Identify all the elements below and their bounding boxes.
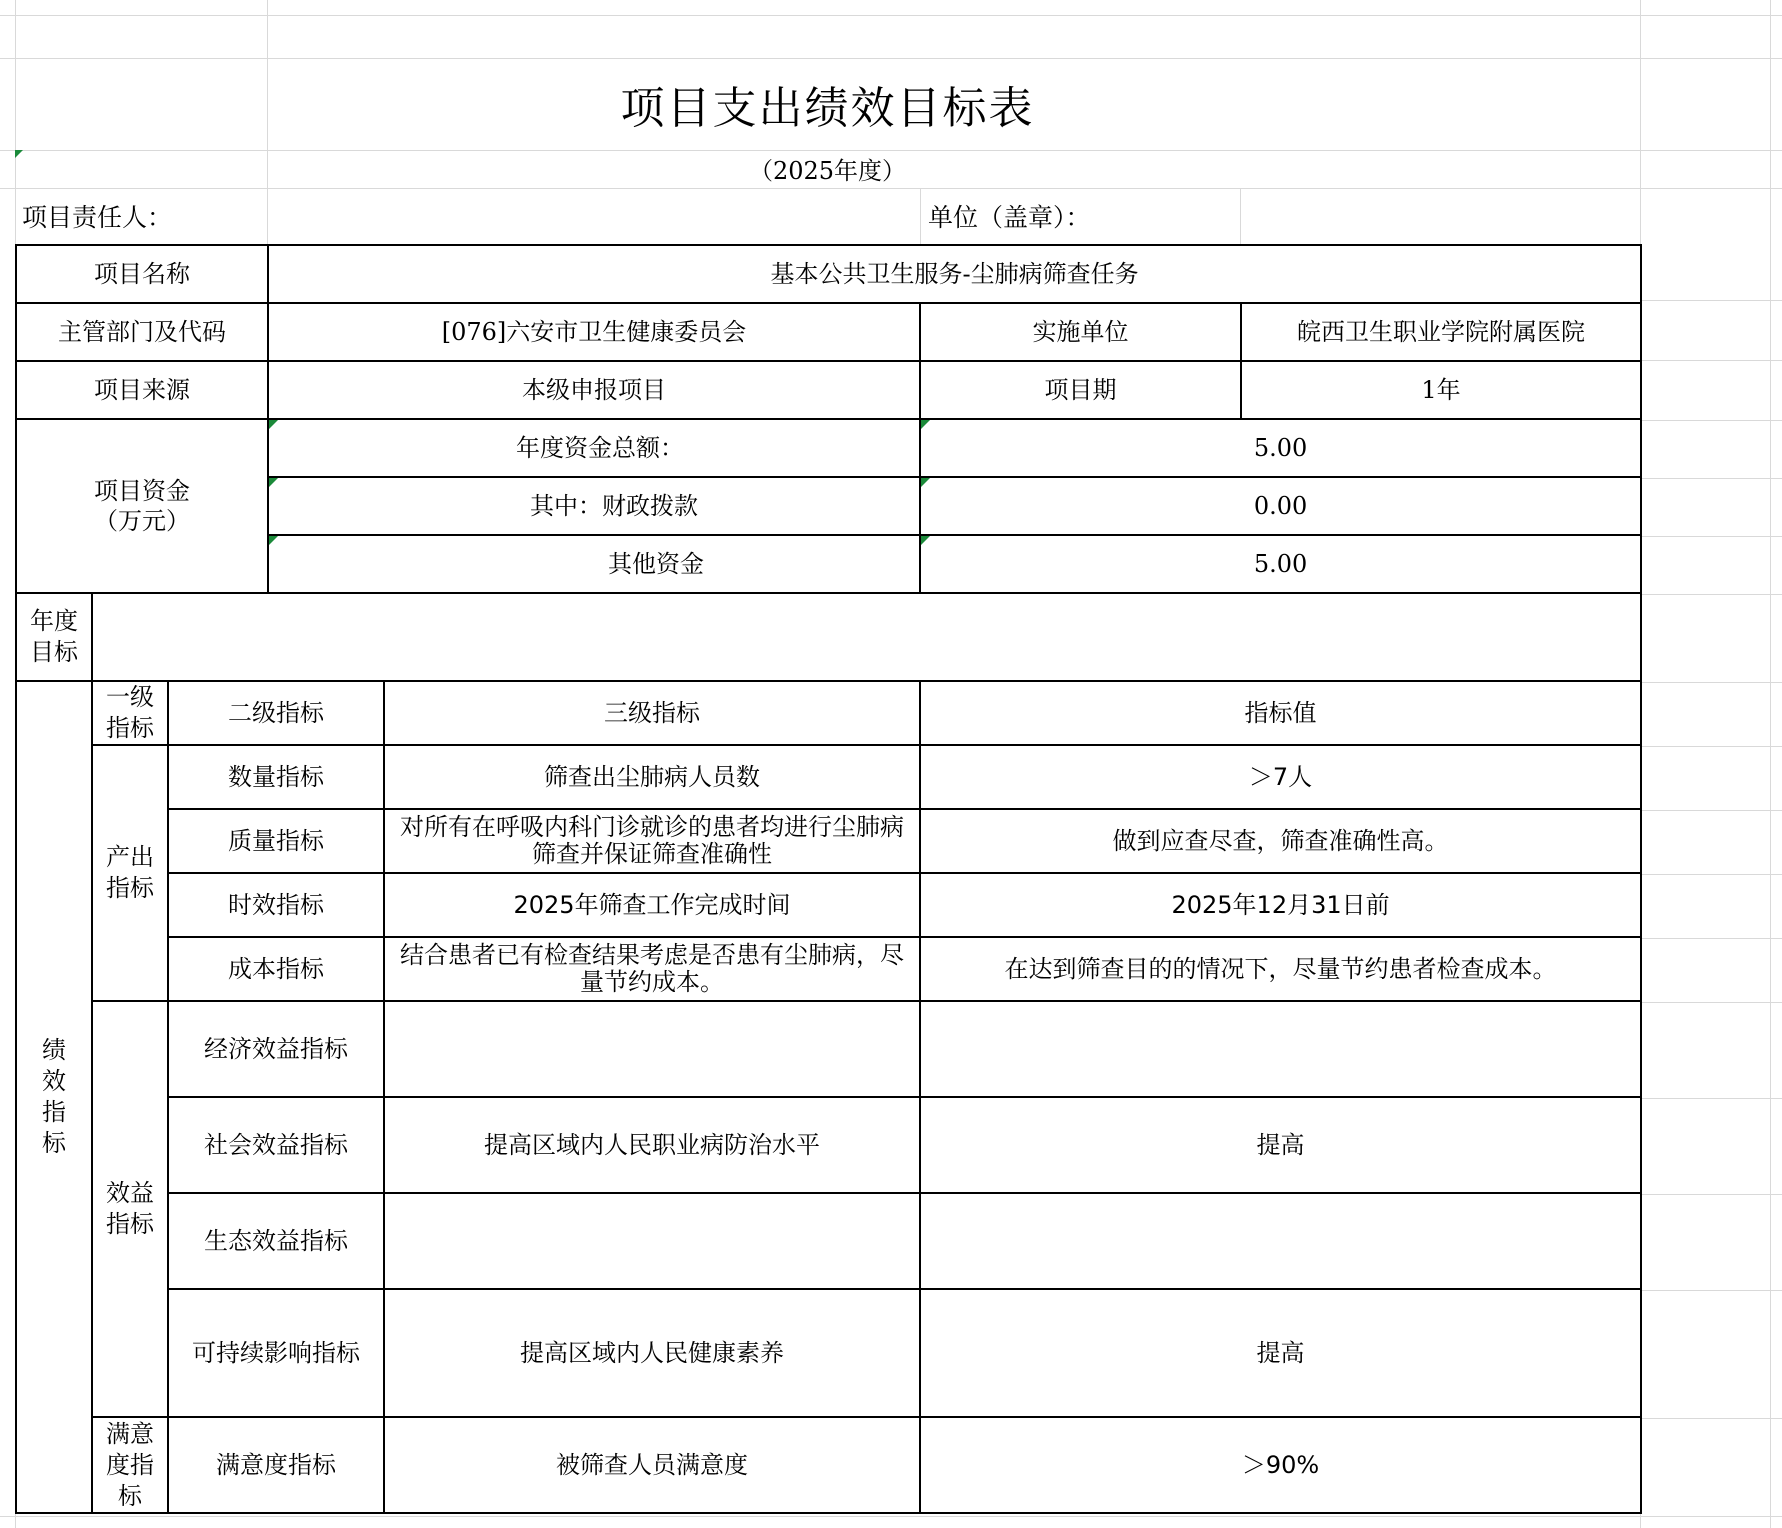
- benefit-indicator-label: 效益指标: [92, 1001, 168, 1417]
- level2-cell: 生态效益指标: [168, 1193, 384, 1289]
- level2-header: 二级指标: [168, 681, 384, 745]
- indicator-value-cell[interactable]: 提高: [920, 1289, 1641, 1417]
- level2-cell: 经济效益指标: [168, 1001, 384, 1097]
- level1-header: 一级指标: [92, 681, 168, 745]
- gridline: [1640, 594, 1782, 595]
- indicator-value-cell[interactable]: [920, 1001, 1641, 1097]
- source-label: 项目来源: [16, 361, 268, 419]
- table-row: [16, 1289, 1641, 1417]
- level3-cell[interactable]: 被筛查人员满意度: [384, 1417, 920, 1513]
- gridline: [1640, 1194, 1782, 1195]
- indicator-value-cell[interactable]: 2025年12月31日前: [920, 873, 1641, 937]
- indicator-value-cell[interactable]: ＞90%: [920, 1417, 1641, 1513]
- fiscal-funds-label: 其中：财政拨款: [268, 477, 920, 535]
- indicator-value-cell[interactable]: 提高: [920, 1097, 1641, 1193]
- gridline: [1640, 682, 1782, 683]
- gridline: [1640, 810, 1782, 811]
- gridline: [1640, 478, 1782, 479]
- level2-cell: 社会效益指标: [168, 1097, 384, 1193]
- funds-label-line2: （万元）: [94, 507, 191, 535]
- level3-cell[interactable]: 筛查出尘肺病人员数: [384, 745, 920, 809]
- table-row: [16, 361, 1641, 419]
- dept-label: 主管部门及代码: [16, 303, 268, 361]
- indicator-value-header: 指标值: [920, 681, 1641, 745]
- project-name-label: 项目名称: [16, 245, 268, 303]
- other-funds-label: 其他资金: [268, 535, 920, 593]
- performance-target-table: [15, 244, 1642, 1514]
- total-funds-label: 年度资金总额：: [268, 419, 920, 477]
- funds-label-line1: 项目资金: [94, 477, 191, 505]
- period-value[interactable]: 1年: [1241, 361, 1641, 419]
- indicator-value-cell[interactable]: 在达到筛查目的的情况下，尽量节约患者检查成本。: [920, 937, 1641, 1001]
- level2-cell: 质量指标: [168, 809, 384, 873]
- annual-goal-value[interactable]: [92, 593, 1641, 681]
- gridline: [0, 1516, 1782, 1517]
- indicator-value-cell[interactable]: 做到应查尽查，筛查准确性高。: [920, 809, 1641, 873]
- table-row: [16, 245, 1641, 303]
- indicator-value-cell[interactable]: [920, 1193, 1641, 1289]
- table-row: [16, 937, 1641, 1001]
- gridline: [1640, 874, 1782, 875]
- project-name-value[interactable]: 基本公共卫生服务-尘肺病筛查任务: [268, 245, 1641, 303]
- gridline: [1640, 1290, 1782, 1291]
- table-row: [16, 1001, 1641, 1097]
- dept-value[interactable]: [076]六安市卫生健康委员会: [268, 303, 920, 361]
- level3-cell[interactable]: 结合患者已有检查结果考虑是否患有尘肺病，尽量节约成本。: [384, 937, 920, 1001]
- level2-cell: 可持续影响指标: [168, 1289, 384, 1417]
- level3-cell[interactable]: 2025年筛查工作完成时间: [384, 873, 920, 937]
- level3-cell[interactable]: 提高区域内人民健康素养: [384, 1289, 920, 1417]
- table-row: [16, 873, 1641, 937]
- gridline: [1640, 420, 1782, 421]
- responsible-person-label: 项目责任人：: [22, 203, 173, 232]
- impl-unit-value[interactable]: 皖西卫生职业学院附属医院: [1241, 303, 1641, 361]
- level2-cell: 成本指标: [168, 937, 384, 1001]
- period-label: 项目期: [920, 361, 1241, 419]
- output-indicator-label: 产出指标: [92, 745, 168, 1001]
- table-row: [16, 681, 1641, 745]
- gridline: [1640, 1418, 1782, 1419]
- table-row: [16, 745, 1641, 809]
- total-funds-value[interactable]: 5.00: [920, 419, 1641, 477]
- gridline: [1640, 536, 1782, 537]
- table-row: [16, 1097, 1641, 1193]
- impl-unit-label: 实施单位: [920, 303, 1241, 361]
- level3-cell[interactable]: [384, 1193, 920, 1289]
- gridline: [1640, 938, 1782, 939]
- performance-indicator-label: 绩效指标: [16, 681, 92, 1513]
- level2-cell: 满意度指标: [168, 1417, 384, 1513]
- gridline: [1640, 1098, 1782, 1099]
- table-row: [16, 593, 1641, 681]
- source-value[interactable]: 本级申报项目: [268, 361, 920, 419]
- level3-cell[interactable]: [384, 1001, 920, 1097]
- table-row: [16, 1417, 1641, 1513]
- table-row: [16, 419, 1641, 477]
- indicator-value-cell[interactable]: ＞7人: [920, 745, 1641, 809]
- level3-header: 三级指标: [384, 681, 920, 745]
- table-row: [16, 1193, 1641, 1289]
- table-row: [16, 303, 1641, 361]
- level3-cell[interactable]: 对所有在呼吸内科门诊就诊的患者均进行尘肺病筛查并保证筛查准确性: [384, 809, 920, 873]
- gridline: [1640, 746, 1782, 747]
- unit-seal-label: 单位（盖章）：: [928, 203, 1091, 232]
- gridline: [1640, 360, 1782, 361]
- gridline: [1770, 0, 1771, 1528]
- table-row: [16, 809, 1641, 873]
- page-title: 项目支出绩效目标表: [620, 83, 1035, 134]
- fiscal-year: （2025年度）: [748, 156, 907, 185]
- level2-cell: 时效指标: [168, 873, 384, 937]
- other-funds-value[interactable]: 5.00: [920, 535, 1641, 593]
- gridline: [1640, 300, 1782, 301]
- fiscal-funds-value[interactable]: 0.00: [920, 477, 1641, 535]
- level2-cell: 数量指标: [168, 745, 384, 809]
- gridline: [1240, 188, 1241, 244]
- gridline: [920, 188, 921, 244]
- level3-cell[interactable]: 提高区域内人民职业病防治水平: [384, 1097, 920, 1193]
- annual-goal-label: 年度目标: [16, 593, 92, 681]
- funds-label: [16, 419, 268, 593]
- satisfaction-indicator-label: 满意度指标: [92, 1417, 168, 1513]
- gridline: [1640, 1002, 1782, 1003]
